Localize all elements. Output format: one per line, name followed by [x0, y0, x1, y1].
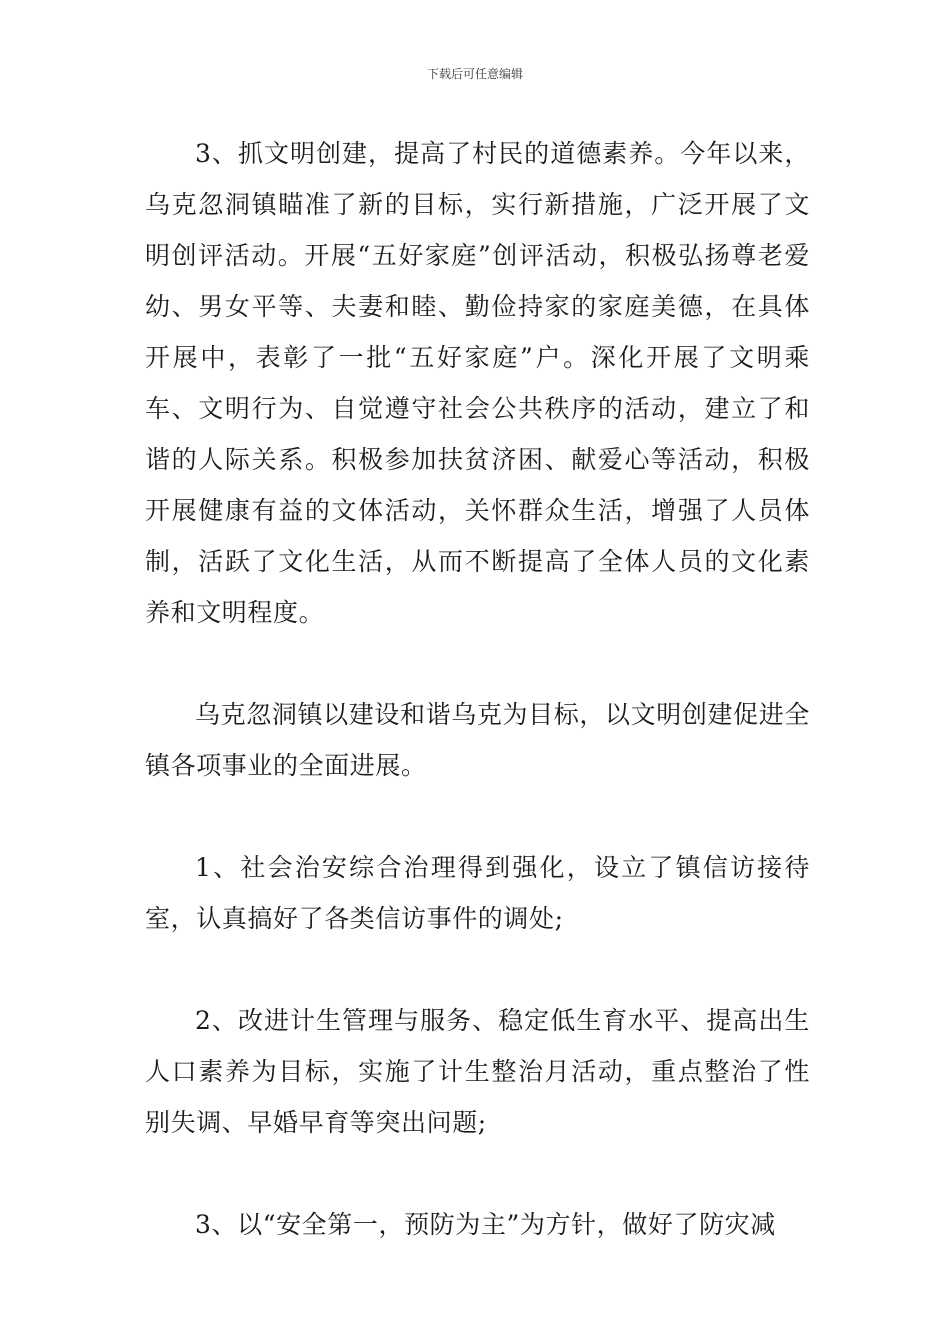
page-header-note: 下载后可任意编辑	[426, 67, 523, 81]
paragraph-civilization-creation: 3、抓文明创建，提高了村民的道德素养。今年以来，乌克忽洞镇瞄准了新的目标，实行新措施，广泛开展了文明创评活动。开展“五好家庭”创评活动，积极弘扬尊老爱幼、男女平等、夫妻和睦、勤俭持家的家庭美德，在具体开展中，表彰了一批“五好家庭”户。深化开展了文明乘车、文明行为、自觉遵守社会公共秩序的活动，建立了和谐的人际关系。积极参加扶贫济困、献爱心等活动，积极开展健康有益的文体活动，关怀群众生活，增强了人员体制，活跃了文化生活，从而不断提高了全体人员的文化素养和文明程度。	[145, 139, 810, 627]
document-body	[145, 128, 810, 1250]
paragraph-safety-first: 3、以“安全第一，预防为主”为方针，做好了防灾减	[195, 1210, 776, 1239]
paragraph-public-security: 1、社会治安综合治理得到强化，设立了镇信访接待室，认真搞好了各类信访事件的调处;	[145, 853, 810, 933]
paragraph-family-planning: 2、改进计生管理与服务、稳定低生育水平、提高出生人口素养为目标，实施了计生整治月活动，重点整治了性别失调、早婚早育等突出问题;	[145, 1006, 810, 1137]
paragraph-harmony-goal: 乌克忽洞镇以建设和谐乌克为目标，以文明创建促进全镇各项事业的全面进展。	[145, 700, 810, 780]
